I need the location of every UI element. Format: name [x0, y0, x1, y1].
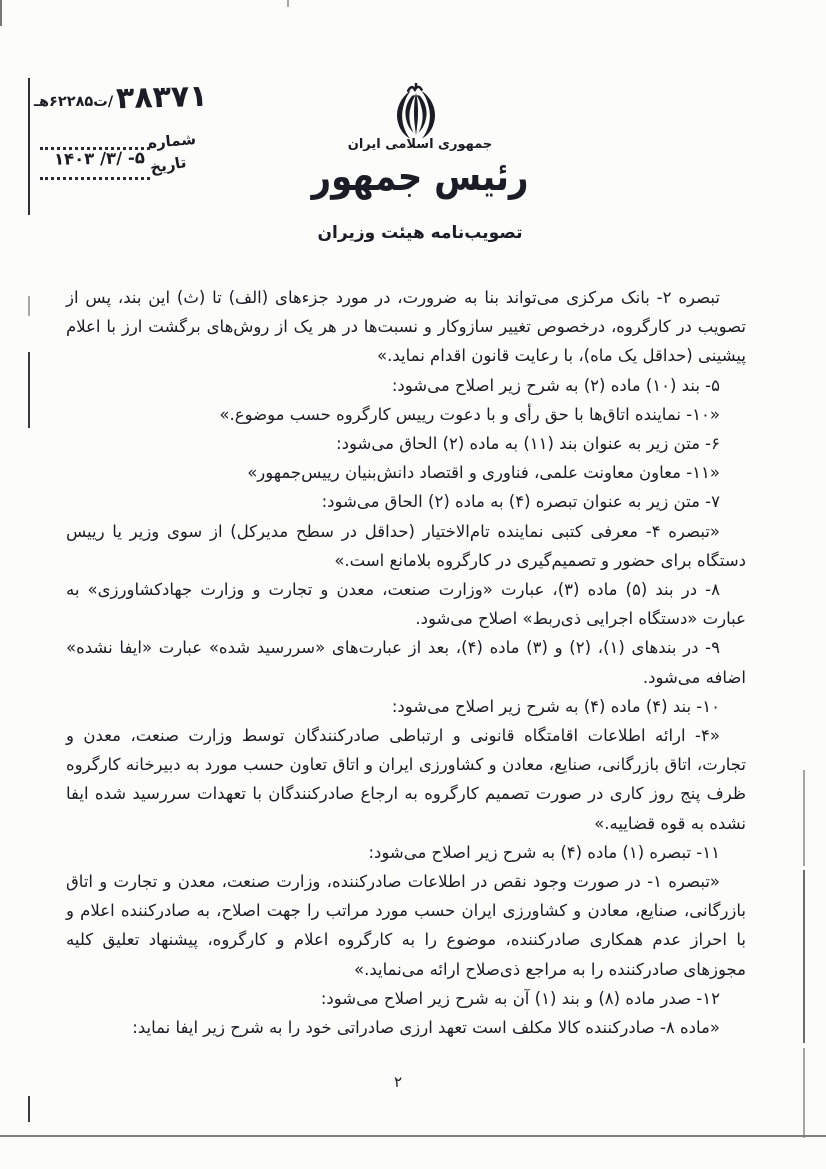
- office-title: رئیس جمهور: [311, 153, 529, 200]
- paragraph: ۱۲- صدر ماده (۸) و بند (۱) آن به شرح زیر اصلاح می‌شود:: [320, 988, 720, 1008]
- paragraph: ۷- متن زیر به عنوان تبصره (۴) به ماده (۲) الحاق می‌شود:: [321, 492, 720, 512]
- date-dotted-line: [40, 173, 150, 180]
- footer-rule: [0, 1135, 826, 1137]
- paragraph: «تبصره ۴- معرفی کتبی نماینده تام‌الاختیار (حداقل در سطح مدیرکل) از سوی وزیر یا رییس دستگاه برای حضور و تصمیم‌گیری در کارگروه بلامانع است.»: [66, 521, 746, 570]
- paragraph: «۴- ارائه اطلاعات اقامتگاه قانونی و ارتباطی صادرکنندگان توسط وزارت صنعت، معدن و تجارت، اتاق بازرگانی، صنایع، معادن و کشاورزی ایران و اتاق تعاون حسب مورد به دبیرخانه کارگروه ظرف پنج روز کاری در صورت تصمیم کارگروه به ارجاع صادرکنندگان با تعهدات سررسید شده ایفا نشده به قوه قضاییه.»: [66, 726, 746, 833]
- paragraph: ۱۱- تبصره (۱) ماده (۴) به شرح زیر اصلاح می‌شود:: [368, 842, 720, 862]
- paragraph: ۵- بند (۱۰) ماده (۲) به شرح زیر اصلاح می‌شود:: [391, 375, 720, 395]
- scan-border-right-2: [803, 870, 805, 1043]
- scan-edge-top-left: [0, 0, 2, 26]
- paragraph: ۶- متن زیر به عنوان بند (۱۱) به ماده (۲) الحاق می‌شود:: [336, 434, 720, 454]
- document-type-title: تصویب‌نامه هیئت وزیران: [317, 223, 523, 243]
- scan-border-left-3: [28, 352, 30, 428]
- paragraph: ۸- در بند (۵) ماده (۳)، عبارت «وزارت صنعت، معدن و تجارت و وزارت جهادکشاورزی» به عبارت «دستگاه اجرایی ذی‌ربط» اصلاح می‌شود.: [66, 580, 746, 629]
- scan-edge-top-tick: [287, 0, 289, 7]
- reference-number-handwritten: ۳۸۳۷۱: [115, 78, 209, 117]
- republic-title: جمهوری اسلامی ایران: [347, 137, 493, 152]
- number-label: شماره: [147, 129, 197, 153]
- iran-emblem-icon: [387, 83, 445, 139]
- paragraph: «۱۰- نماینده اتاق‌ها با حق رأی و با دعوت رییس کارگروه حسب موضوع.»: [219, 404, 720, 424]
- scan-border-left-1: [28, 78, 30, 215]
- document-body: [66, 283, 746, 1042]
- paragraph: ۱۰- بند (۴) ماده (۴) به شرح زیر اصلاح می‌شود:: [391, 696, 720, 716]
- scan-border-right-3: [803, 1048, 805, 1138]
- paragraph: تبصره ۲- بانک مرکزی می‌تواند بنا به ضرورت، در مورد جزءهای (الف) تا (ث) این بند، پس از تصویب در کارگروه، درخصوص تغییر سازوکار و نسبت‌ها در هر یک از روش‌های برگشت ارز با اعلام پیشینی (حداقل یک ماه)، با رعایت قانون اقدام نماید.»: [66, 288, 746, 366]
- page-number: ۲: [394, 1073, 403, 1091]
- paragraph: «تبصره ۱- در صورت وجود نقص در اطلاعات صادرکننده، وزارت صنعت، معدن و تجارت و اتاق بازرگانی، صنایع، معادن و کشاورزی ایران حسب مورد مراتب را جهت اصلاح، به صادرکننده اعلام و با احراز عدم همکاری صادرکننده، موضوع را به کارگروه اعلام و کارگروه، پیشنهاد تعلیق کلیه مجوزهای صادرکننده را به مراجع ذی‌صلاح ارائه می‌نماید.»: [66, 872, 746, 979]
- scan-border-left-2: [28, 296, 30, 316]
- paragraph: «۱۱- معاون معاونت علمی، فناوری و اقتصاد دانش‌بنیان رییس‌جمهور»: [247, 463, 720, 483]
- scan-border-left-4: [28, 1096, 30, 1122]
- reference-number-stamp: /ت۶۲۲۸۵هـ: [34, 94, 114, 110]
- date-value: ۵- /۳/ ۱۴۰۳: [53, 148, 146, 169]
- scan-border-right-1: [803, 770, 805, 866]
- paragraph: «ماده ۸- صادرکننده کالا مکلف است تعهد ارزی صادراتی خود را به شرح زیر ایفا نماید:: [132, 1018, 720, 1038]
- paragraph: ۹- در بندهای (۱)، (۲) و (۳) ماده (۴)، بعد از عبارت‌های «سررسید شده» عبارت «ایفا نشده» اضافه می‌شود.: [66, 638, 746, 687]
- date-label: تاریخ: [148, 152, 188, 178]
